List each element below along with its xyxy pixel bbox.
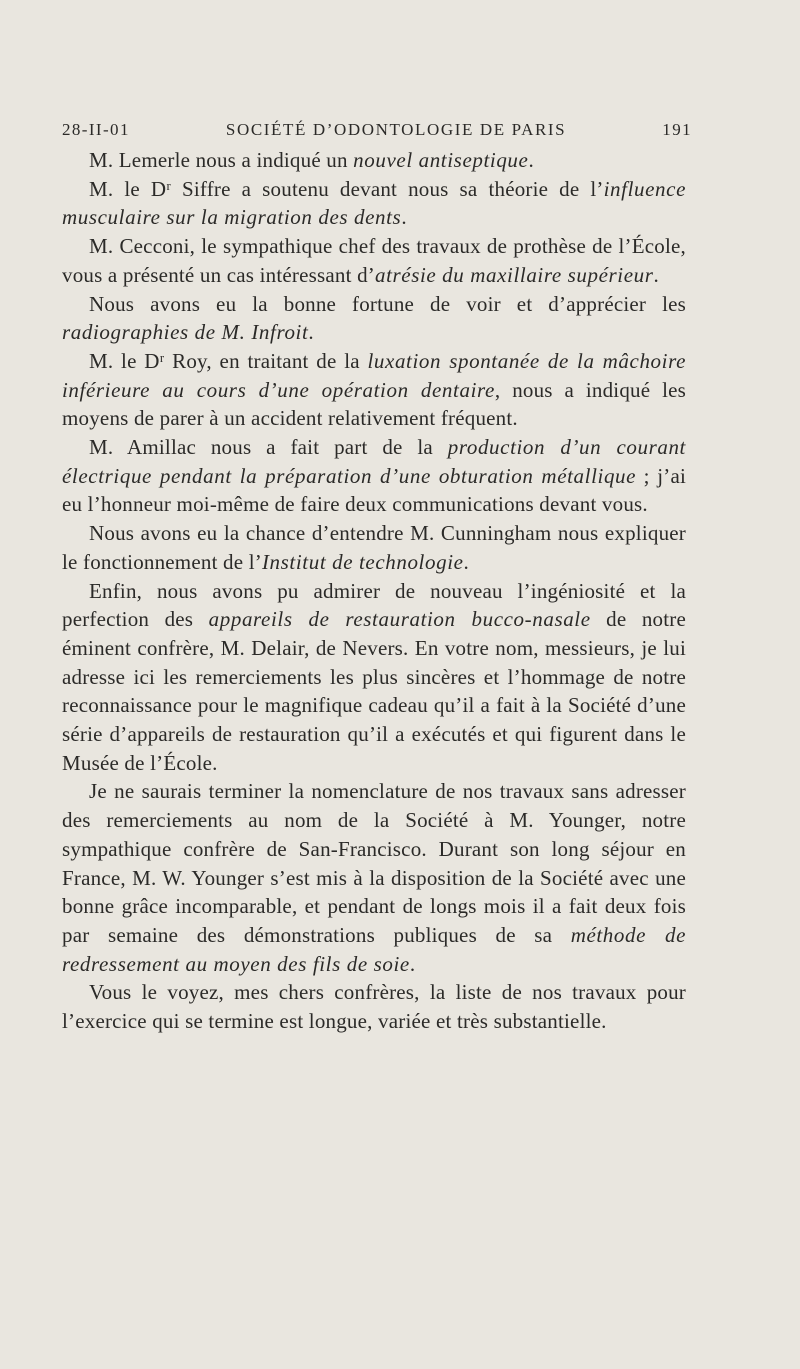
italic-title: luxation spontanée de la mâchoire inférieure au cours d’une opération dentaire [62, 348, 686, 402]
running-head [62, 120, 692, 140]
paragraph [62, 433, 686, 519]
paragraph [62, 232, 686, 289]
body-text [62, 146, 686, 1036]
italic-title: influence musculaire sur la migration des dents [62, 176, 686, 230]
italic-title: atrésie du maxillaire supérieur [374, 262, 654, 287]
italic-title: production d’un courant électrique pendant la préparation d’une obturation métallique [62, 435, 686, 488]
text-run: . [308, 320, 314, 345]
text-run: M. Cecconi, le sympathique chef des travaux de prothèse de l’École, vous a présenté un cas intéressant d’ [62, 234, 686, 287]
text-run: ; j’ai eu l’honneur moi-même de faire deux communications devant vous. [62, 463, 686, 517]
text-run: M. Amillac nous a fait part de la [89, 435, 448, 460]
paragraph [62, 577, 686, 778]
italic-title: radiographies de M. Infroit [62, 320, 309, 345]
text-run: de notre éminent confrère, M. Delair, de Nevers. En votre nom, messieurs, je lui adresse ici les remerciements les plus sincères et l’hommage de notre reconnaissance pour le magnifique cadeau qu’il a fait à la Société d’une série d’appareils de restauration qu’il a exécutés et qui figurent dans le Musée de l’École. [62, 607, 686, 775]
paragraph [62, 777, 686, 978]
paragraph [62, 978, 686, 1035]
text-run: . [463, 549, 469, 574]
header-date: 28-II-01 [62, 120, 130, 139]
text-run: Je ne saurais terminer la nomenclature de nos travaux sans adresser des remerciements au nom de la Société à M. Younger, notre sympathique confrère de San-Francisco. Durant son long séjour en France, M. W. Younger s’est mis à la disposition de la Société avec une bonne grâce incomparable, et pendant de longs mois il a fait deux fois par semaine des démonstrations publiques de sa [62, 779, 686, 947]
text-run: Nous avons eu la bonne fortune de voir et d’apprécier les [89, 291, 686, 316]
paragraph [62, 347, 686, 433]
italic-title: Institut de technologie [261, 549, 464, 574]
paragraph [62, 519, 686, 576]
text-run: , nous a indiqué les moyens de parer à un accident relativement fréquent. [62, 377, 686, 431]
paragraph [62, 146, 686, 175]
page-number: 191 [662, 120, 692, 139]
italic-title: appareils de restauration bucco-nasale [208, 607, 591, 632]
header-title: SOCIÉTÉ D’ODONTOLOGIE DE PARIS [225, 120, 567, 139]
text-run: M. le Dʳ Siffre a soutenu devant nous sa théorie de l’ [89, 176, 604, 201]
paragraph [62, 175, 686, 232]
text-run: M. le Dʳ Roy, en traitant de la [89, 348, 368, 373]
text-run: Enfin, nous avons pu admirer de nouveau l’ingéniosité et la perfection des [62, 578, 686, 632]
paragraph [62, 290, 686, 347]
text-run: Vous le voyez, mes chers confrères, la liste de nos travaux pour l’exercice qui se termine est longue, variée et très substantielle. [62, 980, 686, 1034]
text-run: . [653, 262, 659, 287]
italic-title: nouvel antiseptique [353, 148, 529, 172]
text-run: M. Lemerle nous a indiqué un [89, 148, 354, 172]
italic-title: méthode de redressement au moyen des fils de soie [62, 922, 686, 976]
text-run: . [409, 951, 416, 976]
text-run: Nous avons eu la chance d’entendre M. Cunningham nous expliquer le fonctionnement de l’ [62, 521, 686, 574]
text-run: . [401, 205, 407, 230]
text-run: . [528, 148, 534, 172]
